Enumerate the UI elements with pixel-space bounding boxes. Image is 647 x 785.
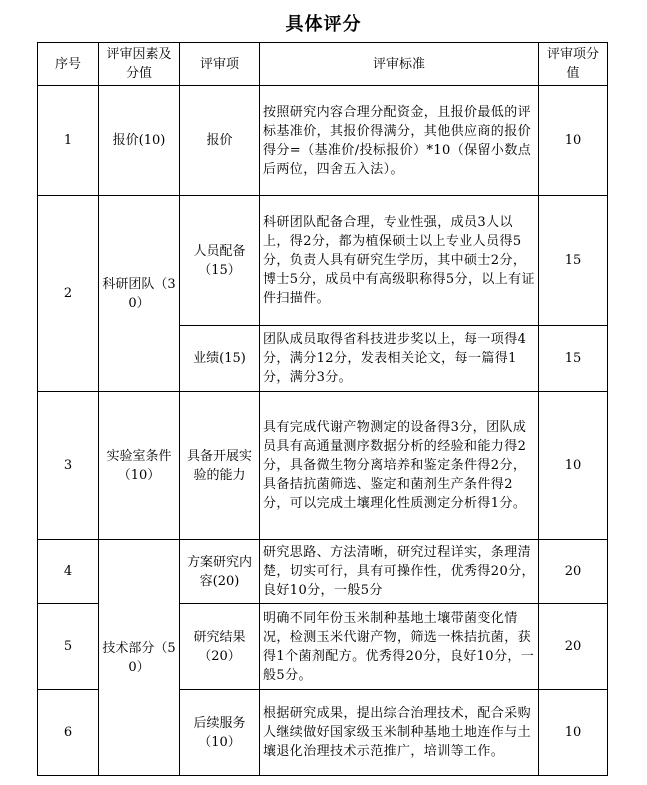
cell-points: 10 — [539, 86, 608, 196]
cell-points: 20 — [539, 540, 608, 604]
cell-standard: 具有完成代谢产物测定的设备得3分，团队成员具有高通量测序数据分析的经验和能力得2分，具备微生物分离培养和鉴定条件得2分，具备拮抗菌筛选、鉴定和菌剂生产条件得2分，可以完成土壤理化性质测定分析得1分。 — [260, 392, 539, 540]
header-item: 评审项 — [180, 43, 260, 86]
cell-factor: 报价(10) — [99, 86, 180, 196]
header-no: 序号 — [38, 43, 99, 86]
table-row — [38, 86, 608, 196]
cell-no: 1 — [38, 86, 99, 196]
cell-item: 方案研究内容(20) — [180, 540, 260, 604]
cell-standard: 科研团队配备合理，专业性强，成员3人以上，得2分，都为植保硕士以上专业人员得5分，负责人具有研究生学历，其中硕士2分，博士5分，成员中有高级职称得5分，以上有证件扫描件。 — [260, 196, 539, 326]
cell-points: 15 — [539, 196, 608, 326]
cell-points: 15 — [539, 326, 608, 392]
cell-factor: 科研团队（30） — [99, 196, 180, 392]
scoring-table — [37, 42, 608, 776]
cell-item: 人员配备（15） — [180, 196, 260, 326]
table-row — [38, 196, 608, 326]
cell-no: 4 — [38, 540, 99, 604]
cell-no: 6 — [38, 690, 99, 776]
header-factor: 评审因素及分值 — [99, 43, 180, 86]
cell-points: 20 — [539, 604, 608, 690]
cell-standard: 研究思路、方法清晰，研究过程详实，条理清楚，切实可行，具有可操作性，优秀得20分，良好10分，一般5分 — [260, 540, 539, 604]
cell-standard: 按照研究内容合理分配资金，且报价最低的评标基准价，其报价得满分，其他供应商的报价得分=（基准价/投标报价）*10（保留小数点后两位，四舍五入法）。 — [260, 86, 539, 196]
cell-no: 5 — [38, 604, 99, 690]
cell-no: 2 — [38, 196, 99, 392]
cell-standard: 团队成员取得省科技进步奖以上，每一项得4分，满分12分，发表相关论文，每一篇得1分，满分3分。 — [260, 326, 539, 392]
cell-item: 业绩(15) — [180, 326, 260, 392]
table-header-row — [38, 43, 608, 86]
cell-item: 后续服务（10） — [180, 690, 260, 776]
header-standard: 评审标准 — [260, 43, 539, 86]
cell-factor: 实验室条件（10） — [99, 392, 180, 540]
header-points: 评审项分值 — [539, 43, 608, 86]
cell-points: 10 — [539, 690, 608, 776]
cell-item: 报价 — [180, 86, 260, 196]
cell-factor: 技术部分（50） — [99, 540, 180, 776]
cell-standard: 根据研究成果，提出综合治理技术，配合采购人继续做好国家级玉米制种基地土地连作与土壤退化治理技术示范推广，培训等工作。 — [260, 690, 539, 776]
cell-standard: 明确不同年份玉米制种基地土壤带菌变化情况，检测玉米代谢产物，筛选一株拮抗菌，获得1个菌剂配方。优秀得20分，良好10分，一般5分。 — [260, 604, 539, 690]
table-row — [38, 392, 608, 540]
table-row — [38, 540, 608, 604]
page-title: 具体评分 — [285, 14, 362, 35]
cell-no: 3 — [38, 392, 99, 540]
cell-item: 具备开展实验的能力 — [180, 392, 260, 540]
cell-item: 研究结果（20） — [180, 604, 260, 690]
cell-points: 10 — [539, 392, 608, 540]
